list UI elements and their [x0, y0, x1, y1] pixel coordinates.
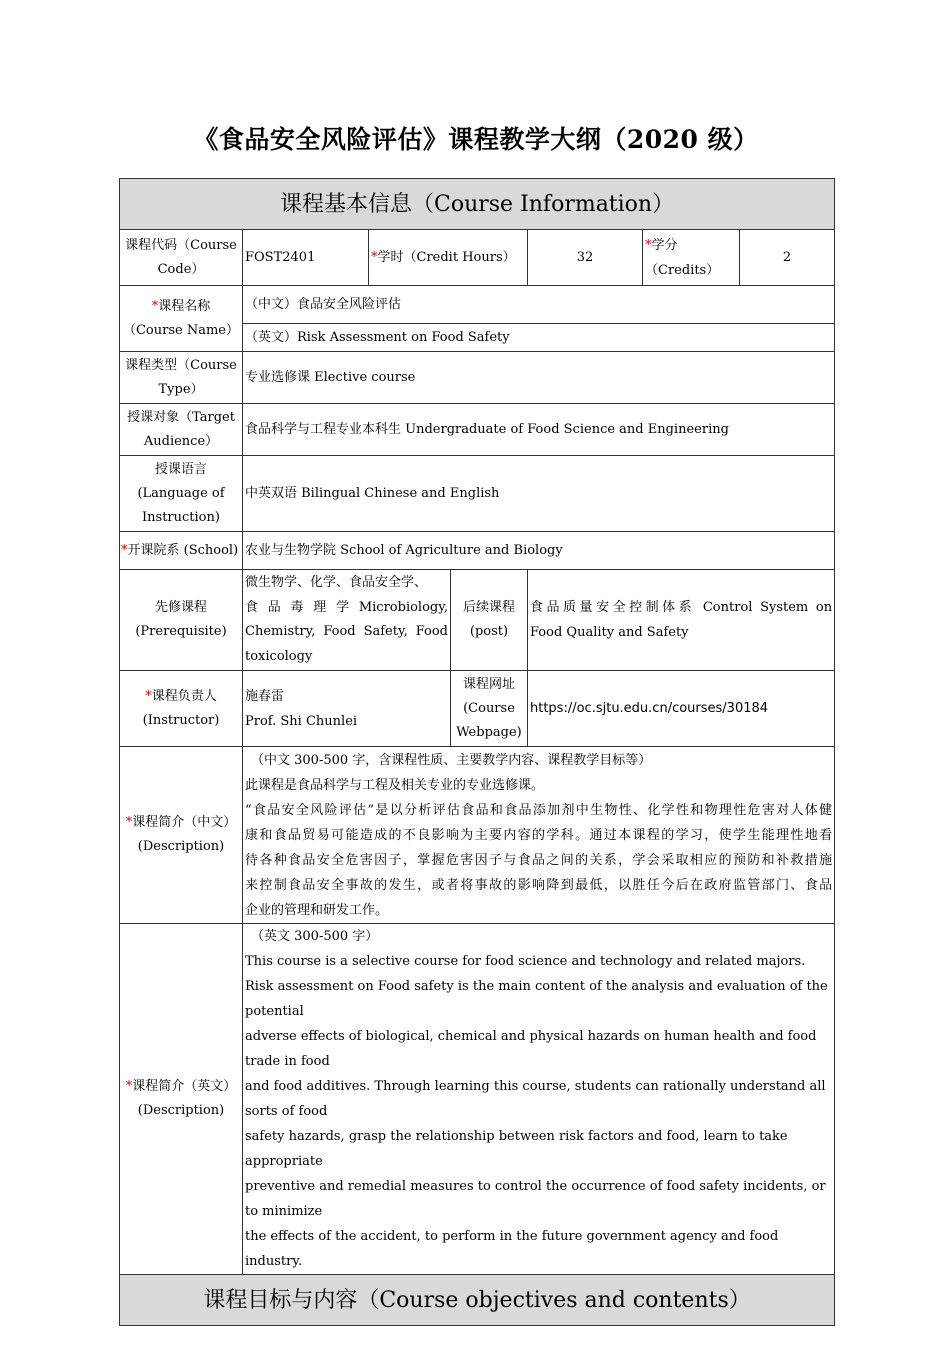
course-webpage-link[interactable]: https://oc.sjtu.edu.cn/courses/30184: [528, 671, 835, 747]
description-cn-line: 康和食品贸易可能造成的不良影响为主要内容的学科。通过本课程的学习，使学生能理性地看: [245, 827, 833, 843]
webpage-label: [451, 671, 528, 747]
description-en-line: and food additives. Through learning this course, students can rationally understand all sorts of food: [245, 1079, 826, 1119]
course-type-value: 专业选修课 Elective course: [243, 352, 835, 404]
description-cn-line: 待各种食品安全危害因子，掌握危害因子与食品之间的关系，学会采取相应的预防和补救措施: [245, 852, 833, 868]
prerequisite-line-1: 微生物学、化学、食品安全学、: [245, 575, 428, 590]
prerequisite-label-en: (Prerequisite): [135, 624, 227, 639]
description-cn-label-en: (Description): [137, 839, 225, 854]
required-mark: *: [145, 688, 152, 704]
required-mark: *: [121, 543, 128, 558]
description-en-label-en: (Description): [137, 1103, 225, 1118]
description-en-line: preventive and remedial measures to control the occurrence of food safety incidents, or to minimize: [245, 1179, 826, 1219]
course-info-header: 课程基本信息（Course Information）: [120, 179, 835, 230]
course-code-label: 课程代码（Course Code）: [120, 230, 243, 286]
objectives-header: 课程目标与内容（Course objectives and contents）: [120, 1275, 835, 1326]
language-label: [120, 456, 243, 532]
description-cn-line: 来控制食品安全事故的发生，或者将事故的影响降到最低，以胜任今后在政府监管部门、食品: [245, 877, 833, 893]
credits-value: 2: [740, 230, 835, 286]
description-cn-label-text: 课程简介（中文）: [132, 815, 237, 830]
credit-hours-value: 32: [528, 230, 643, 286]
description-en-line: adverse effects of biological, chemical and physical hazards on human health and food trade in food: [245, 1029, 817, 1069]
language-label-cn: 授课语言: [154, 461, 207, 477]
description-en-text: [243, 924, 835, 1275]
required-mark: *: [125, 1079, 133, 1094]
credits-label: [643, 230, 740, 286]
target-audience-label: 授课对象（Target Audience）: [120, 404, 243, 456]
description-en-line: This course is a selective course for food science and technology and related majors.: [245, 954, 806, 969]
prerequisite-line-3: Chemistry, Food Safety, Food: [245, 624, 448, 639]
description-en-line: （英文 300-500 字）: [251, 929, 379, 944]
instructor-label: [120, 671, 243, 747]
instructor-label-en: (Instructor): [142, 712, 220, 728]
description-en-line: the effects of the accident, to perform in the future government agency and food industry.: [245, 1229, 779, 1269]
post-course-line-1: 食品质量安全控制体系 Control System on: [530, 600, 833, 615]
required-mark: *: [645, 237, 652, 253]
description-cn-text: [243, 747, 835, 924]
description-cn-line: “食品安全风险评估”是以分析评估食品和食品添加剂中生物性、化学性和物理性危害对人体健: [245, 802, 833, 818]
description-cn-line: 企业的管理和研发工作。: [245, 902, 389, 918]
instructor-label-cn: 课程负责人: [151, 688, 217, 704]
school-value: 农业与生物学院 School of Agriculture and Biology: [243, 532, 835, 570]
description-cn-line: （中文 300-500 字，含课程性质、主要教学内容、课程教学目标等）: [251, 752, 652, 768]
credit-hours-label-text: 学时（Credit Hours）: [377, 250, 516, 265]
webpage-label-en-1: (Course: [463, 700, 515, 716]
target-audience-value: 食品科学与工程专业本科生 Undergraduate of Food Science and Engineering: [243, 404, 835, 456]
instructor-name-en: Prof. Shi Chunlei: [245, 713, 358, 729]
course-name-cn: （中文）食品安全风险评估: [243, 286, 835, 324]
course-info-table: [119, 178, 835, 1326]
language-label-en: (Language of Instruction): [137, 485, 225, 525]
description-cn-label: [120, 747, 243, 924]
course-name-label: [120, 286, 243, 352]
post-course-value: [528, 570, 835, 671]
instructor-value: [243, 671, 451, 747]
required-mark: *: [125, 815, 133, 830]
prerequisite-line-4: toxicology: [245, 648, 313, 664]
prerequisite-label: [120, 570, 243, 671]
webpage-label-en-2: Webpage): [456, 724, 522, 740]
course-code-value: FOST2401: [243, 230, 369, 286]
prerequisite-value: [243, 570, 451, 671]
prerequisite-line-2: 食 品 毒 理 学 Microbiology,: [245, 599, 448, 615]
post-course-label: [451, 570, 528, 671]
school-label: [120, 532, 243, 570]
webpage-label-cn: 课程网址: [462, 676, 515, 692]
instructor-name-cn: 施春雷: [245, 688, 285, 704]
credits-label-text: 学分（Credits）: [645, 237, 720, 278]
course-type-label: 课程类型（Course Type）: [120, 352, 243, 404]
required-mark: *: [371, 250, 378, 265]
language-value: 中英双语 Bilingual Chinese and English: [243, 456, 835, 532]
description-en-line: safety hazards, grasp the relationship between risk factors and food, learn to take appropriate: [245, 1129, 788, 1169]
credit-hours-label: [369, 230, 528, 286]
required-mark: *: [151, 298, 159, 314]
description-en-label-text: 课程简介（英文）: [132, 1079, 237, 1094]
post-course-label-en: (post): [469, 624, 509, 639]
description-en-line: Risk assessment on Food safety is the main content of the analysis and evaluation of the potential: [245, 979, 828, 1019]
course-name-label-text: 课程名称（Course Name）: [122, 298, 239, 338]
post-course-label-cn: 后续课程: [462, 600, 515, 615]
post-course-line-2: Food Quality and Safety: [530, 625, 689, 640]
course-name-en: （英文）Risk Assessment on Food Safety: [243, 324, 835, 352]
prerequisite-label-cn: 先修课程: [154, 600, 207, 615]
description-en-label: [120, 924, 243, 1275]
school-label-text: 开课院系 (School): [127, 543, 239, 558]
page-title: 《食品安全风险评估》课程教学大纲（2020 级）: [193, 125, 759, 154]
description-cn-line: 此课程是食品科学与工程及相关专业的专业选修课。: [245, 777, 545, 793]
